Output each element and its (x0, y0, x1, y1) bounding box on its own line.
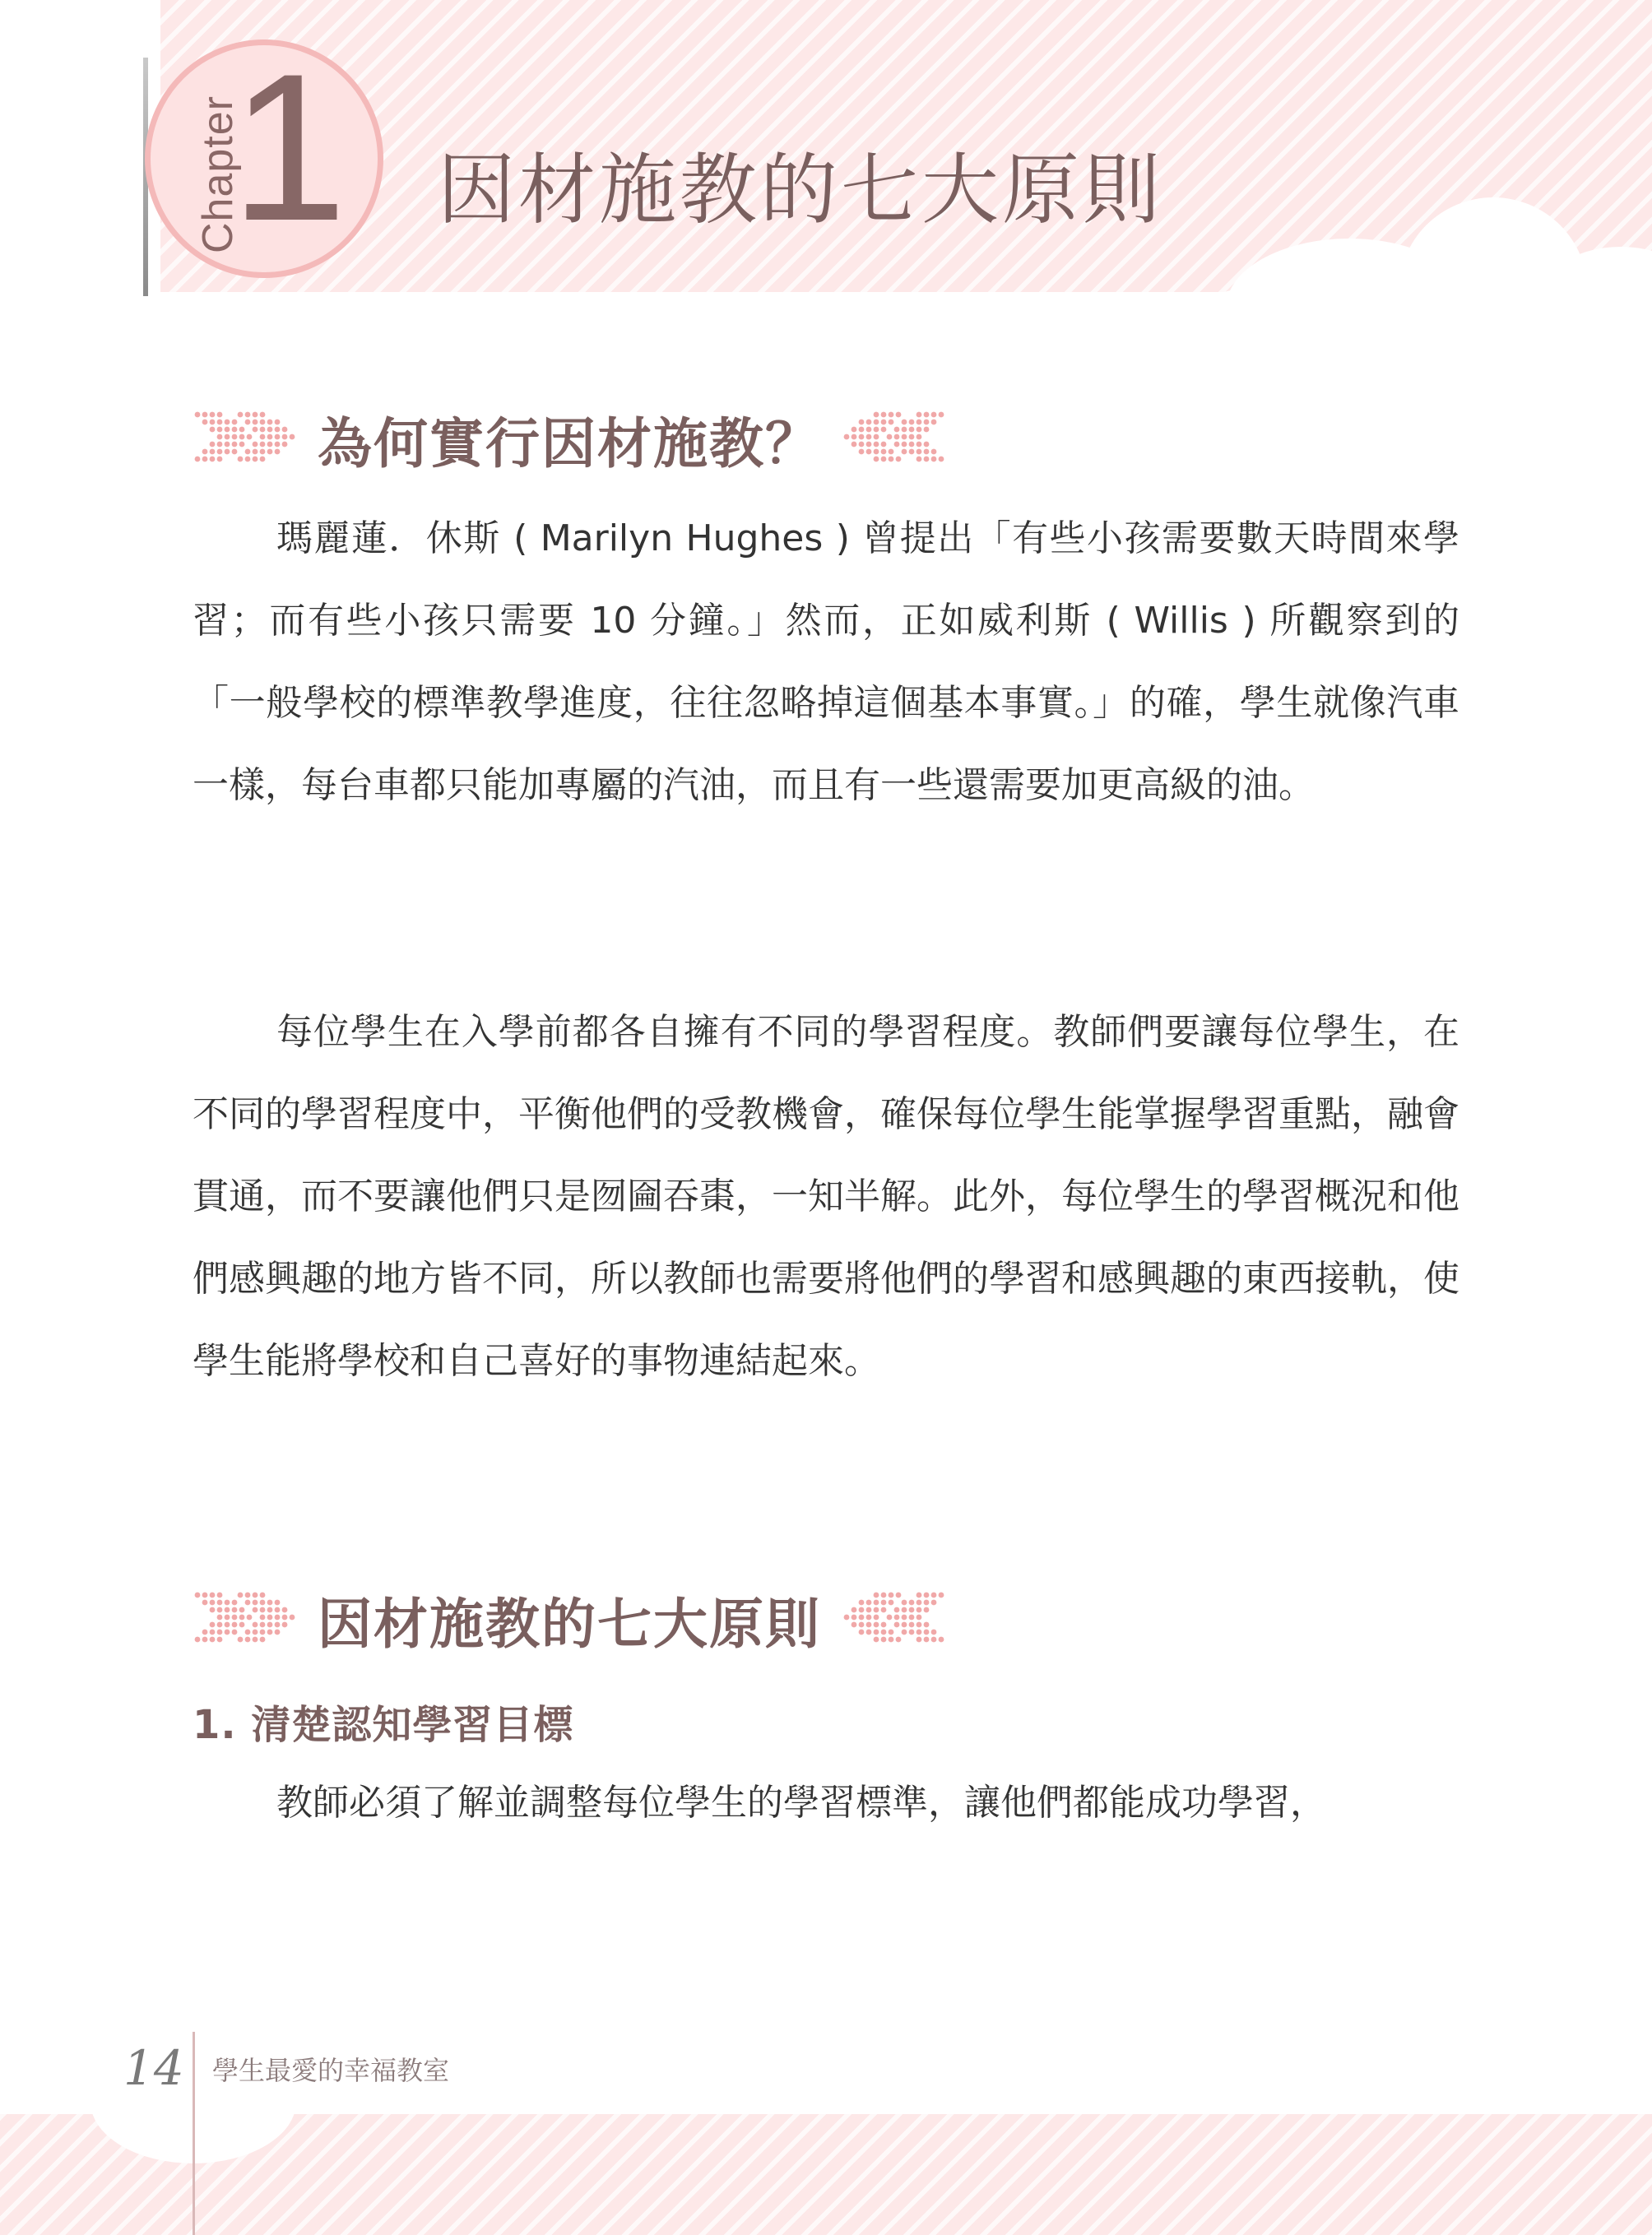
chapter-title: 因材施教的七大原則 (438, 146, 1164, 235)
section-heading (193, 1582, 946, 1656)
arrow-left-dots-icon (841, 1588, 946, 1649)
chapter-number: 1 (230, 30, 347, 265)
section-title: 為何實行因材施教？ (318, 411, 821, 475)
header-cloud (1176, 271, 1652, 370)
subheading: 1. 清楚認知學習目標 (193, 1702, 574, 1748)
page-number: 14 (123, 2040, 184, 2096)
book-title: 學生最愛的幸福教室 (212, 2055, 450, 2086)
arrow-right-dots-svg (193, 408, 298, 469)
arrow-left-dots-svg (841, 408, 946, 469)
footer-divider (193, 2032, 195, 2235)
arrow-right-dots-icon (193, 408, 298, 469)
paragraph: 每位學生在入學前都各自擁有不同的學習程度。教師們要讓每位學生，在不同的學習程度中，平衡他們的受教機會，確保每位學生能掌握學習重點，融會貫通，而不要讓他們只是囫圇吞棗，一知半解。此外，每位學生的學習概況和他們感興趣的地方皆不同，所以教師也需要將他們的學習和感興趣的東西接軌，使學生能將學校和自己喜好的事物連結起來。 (193, 1011, 1459, 1382)
header-band-white (0, 0, 160, 292)
arrow-left-dots-svg (841, 1588, 946, 1649)
chapter-label: Chapter (194, 95, 242, 253)
arrow-left-dots-icon (841, 408, 946, 469)
arrow-right-dots-icon (193, 1588, 298, 1649)
paragraph: 瑪麗蓮．休斯 ( Marilyn Hughes ) 曾提出「有些小孩需要數天時間來學習；而有些小孩只需要 10 分鐘。」然而，正如威利斯 ( Willis ) 所觀察到的「一般學校的標準教學進度，往往忽略掉這個基本事實。」的確，學生就像汽車一樣，每台車都只能加專屬的汽油，而且有一些還需要加更高級的油。 (193, 517, 1459, 806)
arrow-right-dots-svg (193, 1588, 298, 1649)
paragraph: 教師必須了解並調整每位學生的學習標準，讓他們都能成功學習， (276, 1782, 1326, 1824)
section-title: 因材施教的七大原則 (318, 1592, 821, 1656)
section-heading (193, 401, 946, 475)
